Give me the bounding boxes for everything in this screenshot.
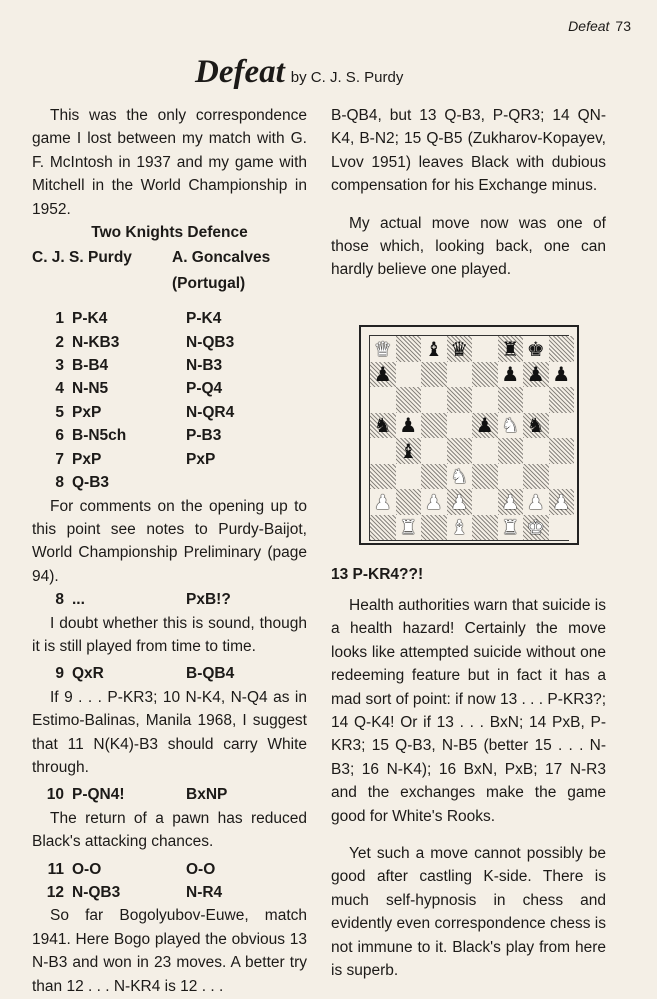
white-pawn-icon: ♟ — [526, 489, 545, 514]
board-square — [472, 515, 498, 541]
continued-paragraph: B-QB4, but 13 Q-B3, P-QR3; 14 QN-K4, B-N2; 15 Q-B5 (Zukharov-Kopayev, Lvov 1951) leaves Black with dubious compensation for his Exchange minus. — [331, 107, 606, 195]
board-square — [421, 515, 447, 541]
white-player: C. J. S. Purdy — [32, 249, 132, 267]
black-pawn-icon: ♟ — [373, 362, 392, 387]
board-square — [498, 464, 524, 490]
board-square — [523, 362, 549, 388]
board-square — [498, 515, 524, 541]
board-square — [472, 438, 498, 464]
board-square — [523, 387, 549, 413]
board-square — [396, 336, 422, 362]
board-square — [370, 515, 396, 541]
board-square — [498, 489, 524, 515]
board-square — [498, 413, 524, 439]
board-square — [549, 464, 575, 490]
black-knight-icon: ♞ — [373, 413, 392, 438]
board-square — [370, 336, 396, 362]
black-pawn-icon: ♟ — [475, 413, 494, 438]
left-column — [32, 104, 307, 998]
board-square — [421, 336, 447, 362]
title-byline: by C. J. S. Purdy — [290, 69, 404, 86]
board-square — [370, 387, 396, 413]
board-square — [549, 336, 575, 362]
board-square — [396, 387, 422, 413]
board-square — [523, 336, 549, 362]
black-bishop-icon: ♝ — [399, 438, 418, 463]
board-square — [447, 413, 473, 439]
white-pawn-icon: ♟ — [552, 489, 571, 514]
board-square — [447, 362, 473, 388]
move-row: 8 ... PxB!? — [55, 591, 231, 609]
board-square — [396, 489, 422, 515]
note-paragraph: For comments on the opening up to this point see notes to Purdy-Baijot, World Championship Preliminary (page 94). — [32, 497, 307, 585]
chess-board-grid — [369, 335, 569, 541]
note-paragraph: The return of a pawn has reduced Black's attacking chances. — [32, 809, 307, 851]
board-square — [396, 515, 422, 541]
board-square — [421, 362, 447, 388]
white-knight-icon: ♞ — [450, 464, 469, 489]
board-square — [549, 515, 575, 541]
board-square — [370, 362, 396, 388]
board-square — [523, 489, 549, 515]
players — [32, 246, 307, 269]
right-column-lower — [331, 594, 606, 983]
black-rook-icon: ♜ — [501, 336, 520, 361]
board-square — [447, 489, 473, 515]
white-king-icon: ♚ — [526, 515, 545, 540]
board-square — [523, 413, 549, 439]
white-rook-icon: ♜ — [399, 515, 418, 540]
white-pawn-icon: ♟ — [424, 489, 443, 514]
note-paragraph: I doubt whether this is sound, though it is still played from time to time. — [32, 614, 307, 655]
chess-diagram — [359, 325, 579, 545]
board-square — [447, 464, 473, 490]
move-row: 1 P-K4 P-K4 — [55, 310, 222, 328]
players-country — [32, 272, 307, 295]
white-knight-icon: ♞ — [501, 413, 520, 438]
board-square — [472, 336, 498, 362]
white-bishop-icon: ♝ — [450, 515, 469, 540]
board-square — [370, 464, 396, 490]
note-paragraph: My actual move now was one of those which, looking back, one can hardly believe one played. — [331, 214, 606, 279]
board-square — [447, 387, 473, 413]
white-pawn-icon: ♟ — [373, 489, 392, 514]
board-square — [498, 387, 524, 413]
black-pawn-icon: ♟ — [552, 362, 571, 387]
board-square — [396, 413, 422, 439]
board-square — [396, 362, 422, 388]
note-paragraph: Yet such a move cannot possibly be good after castling K-side. There is much self-hypnosis in chess and evidently even correspondence chess is not immune to it. Black's play from here is superb. — [331, 845, 606, 980]
move-row: 2 N-KB3 N-QB3 — [55, 333, 235, 351]
board-square — [523, 438, 549, 464]
board-square — [421, 464, 447, 490]
move-row: 8 Q-B3 — [55, 474, 110, 492]
move-row: 4 N-N5 P-Q4 — [55, 380, 223, 398]
note-paragraph: Health authorities warn that suicide is a health hazard! Certainly the move looks like attempted suicide without one redeeming feature but in fact it has a mad sort of point: if now 13 . . . P-KR3?; 14 Q-K4! Or if 13 . . . BxN; 14 PxB, P-KR3; 15 Q-B3, N-B5 (better 15 . . . N-B3; 16 N-K4); 16 BxN, PxB; 17 N-R3 and the exchanges make the game good for White's Rooks. — [331, 597, 606, 825]
board-square — [447, 515, 473, 541]
page-number: 73 — [615, 18, 631, 34]
board-square — [421, 413, 447, 439]
black-pawn-icon: ♟ — [399, 413, 418, 438]
black-pawn-icon: ♟ — [501, 362, 520, 387]
board-square — [472, 387, 498, 413]
board-square — [549, 413, 575, 439]
board-square — [421, 387, 447, 413]
note-paragraph: So far Bogolyubov-Euwe, match 1941. Here Bogo played the obvious 13 N-B3 and won in 23 moves. A better try than 12 . . . N-KR4 is 12 . . . — [32, 907, 307, 995]
move-row: 5 PxP N-QR4 — [55, 403, 235, 421]
black-pawn-icon: ♟ — [526, 362, 545, 387]
black-queen-icon: ♛ — [450, 336, 469, 361]
black-knight-icon: ♞ — [526, 413, 545, 438]
board-square — [396, 464, 422, 490]
white-rook-icon: ♜ — [501, 515, 520, 540]
board-square — [447, 336, 473, 362]
move-row: 3 B-B4 N-B3 — [55, 357, 223, 375]
board-square — [370, 489, 396, 515]
white-pawn-icon: ♟ — [450, 489, 469, 514]
header-section: Defeat — [568, 18, 610, 34]
opening-name: Two Knights Defence — [91, 224, 248, 242]
board-square — [447, 438, 473, 464]
board-square — [421, 438, 447, 464]
board-square — [472, 464, 498, 490]
running-header — [568, 18, 631, 34]
board-square — [549, 362, 575, 388]
board-square — [472, 489, 498, 515]
intro-paragraph: This was the only correspondence game I lost between my match with G. F. McIntosh in 1937 and my game with Mitchell in the World Championship in 1952. — [32, 107, 307, 218]
black-country: (Portugal) — [172, 274, 246, 292]
board-square — [472, 413, 498, 439]
move-row: 12 N-QB3 N-R4 — [46, 884, 223, 901]
note-paragraph: If 9 . . . P-KR3; 10 N-K4, N-Q4 as in Estimo-Balinas, Manila 1968, I suggest that 11 N(K4)-B3 should carry White through. — [32, 688, 307, 776]
white-queen-icon: ♛ — [373, 336, 392, 361]
board-square — [421, 489, 447, 515]
board-square — [370, 413, 396, 439]
move-row: 9 QxR B-QB4 — [55, 665, 235, 683]
right-column — [331, 104, 606, 282]
black-player: A. Goncalves — [172, 249, 271, 267]
board-square — [498, 362, 524, 388]
board-square — [549, 489, 575, 515]
board-square — [523, 515, 549, 541]
move-row: 10 P-QN4! BxNP — [46, 786, 228, 804]
board-square — [523, 464, 549, 490]
move-row: 6 B-N5ch P-B3 — [55, 427, 222, 445]
board-square — [549, 387, 575, 413]
board-square — [549, 438, 575, 464]
board-square — [472, 362, 498, 388]
board-square — [370, 438, 396, 464]
move-row: 7 PxP PxP — [55, 450, 216, 468]
article-title — [195, 54, 403, 91]
move-13: 13 P-KR4??! — [331, 566, 424, 583]
black-bishop-icon: ♝ — [424, 336, 443, 361]
title-main: Defeat — [195, 54, 285, 90]
board-square — [396, 438, 422, 464]
white-pawn-icon: ♟ — [501, 489, 520, 514]
move-list — [32, 307, 307, 494]
board-square — [498, 438, 524, 464]
board-square — [498, 336, 524, 362]
black-king-icon: ♚ — [526, 336, 545, 361]
move-row: 11 O-O O-O — [47, 860, 216, 878]
